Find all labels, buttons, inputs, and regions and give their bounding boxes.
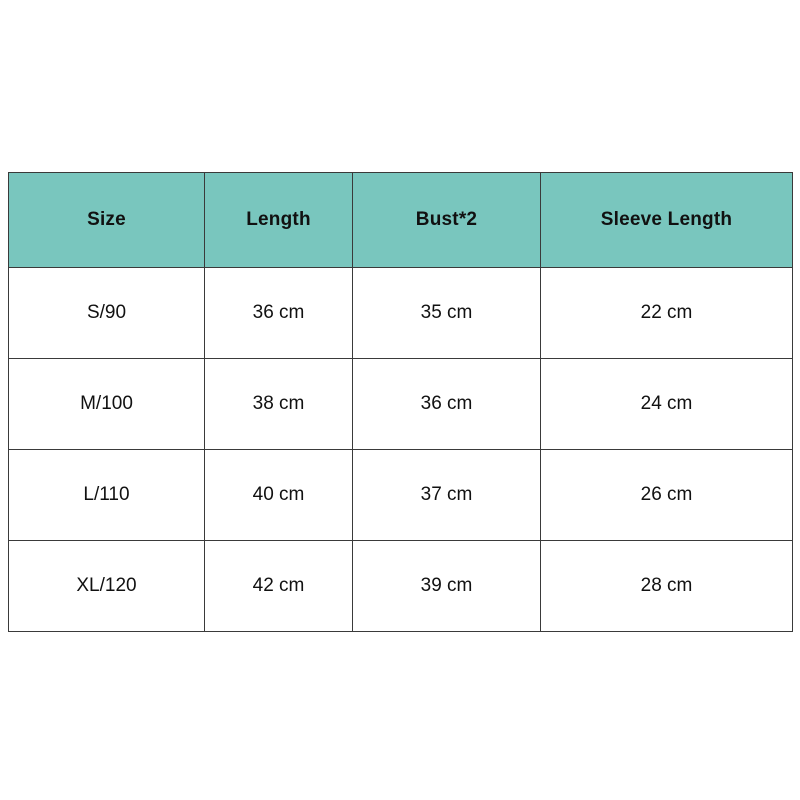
cell-bust: 37 cm xyxy=(353,450,541,541)
cell-sleeve-length: 24 cm xyxy=(541,359,793,450)
cell-sleeve-length: 22 cm xyxy=(541,268,793,359)
table-row xyxy=(9,450,793,541)
table-body xyxy=(9,268,793,632)
cell-size: S/90 xyxy=(9,268,205,359)
cell-bust: 39 cm xyxy=(353,541,541,632)
column-header-length: Length xyxy=(205,173,353,268)
size-chart-table xyxy=(8,172,793,632)
table-header-row xyxy=(9,173,793,268)
cell-size: XL/120 xyxy=(9,541,205,632)
cell-sleeve-length: 28 cm xyxy=(541,541,793,632)
column-header-sleeve-length: Sleeve Length xyxy=(541,173,793,268)
table-header xyxy=(9,173,793,268)
table-row xyxy=(9,359,793,450)
cell-length: 38 cm xyxy=(205,359,353,450)
cell-size: L/110 xyxy=(9,450,205,541)
table-row xyxy=(9,268,793,359)
cell-bust: 35 cm xyxy=(353,268,541,359)
cell-size: M/100 xyxy=(9,359,205,450)
table-row xyxy=(9,541,793,632)
cell-sleeve-length: 26 cm xyxy=(541,450,793,541)
column-header-bust: Bust*2 xyxy=(353,173,541,268)
cell-length: 36 cm xyxy=(205,268,353,359)
cell-length: 40 cm xyxy=(205,450,353,541)
column-header-size: Size xyxy=(9,173,205,268)
cell-bust: 36 cm xyxy=(353,359,541,450)
cell-length: 42 cm xyxy=(205,541,353,632)
